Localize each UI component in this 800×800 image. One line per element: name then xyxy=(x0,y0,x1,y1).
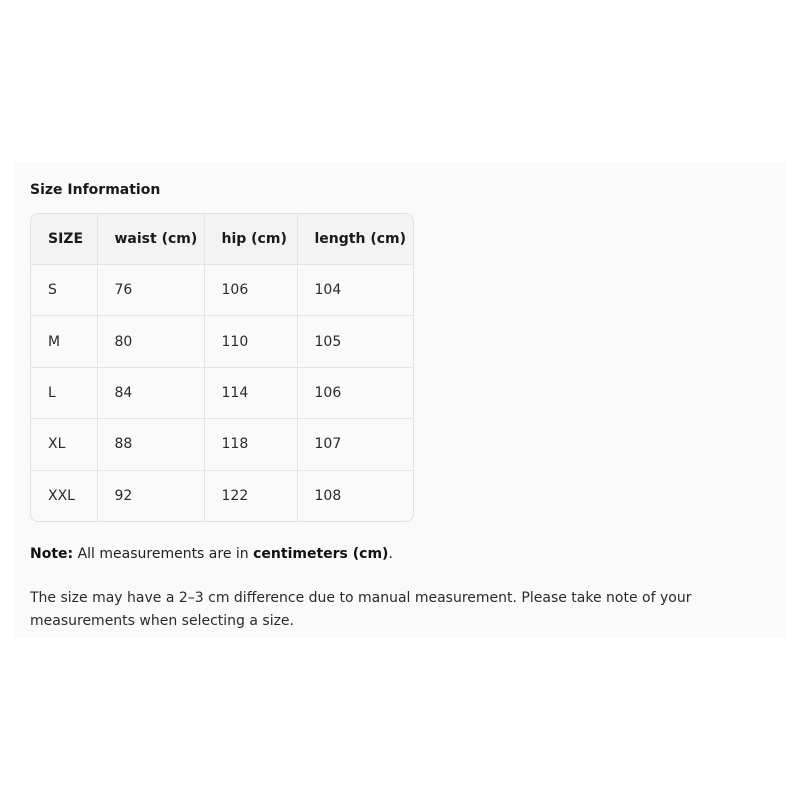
cell-waist: 76 xyxy=(97,265,204,316)
section-title: Size Information xyxy=(30,182,161,198)
cell-size: L xyxy=(31,367,97,418)
cell-length: 107 xyxy=(297,419,413,470)
column-header-hip: hip (cm) xyxy=(204,214,297,265)
measurement-note xyxy=(30,545,393,563)
cell-size: S xyxy=(31,265,97,316)
cell-hip: 118 xyxy=(204,419,297,470)
cell-length: 104 xyxy=(297,265,413,316)
cell-length: 108 xyxy=(314,487,342,504)
size-table-container xyxy=(30,213,414,522)
cell-waist: 88 xyxy=(97,419,204,470)
cell-waist: 92 xyxy=(97,470,204,521)
table-row xyxy=(31,265,413,316)
table-header-row xyxy=(31,214,413,265)
size-table xyxy=(31,214,413,521)
measurement-disclaimer: The size may have a 2–3 cm difference due to manual measurement. Please take note of your measurements when selecting a size. xyxy=(30,590,692,629)
cell-hip: 106 xyxy=(204,265,297,316)
cell-size: XXL xyxy=(31,470,97,521)
note-unit-emphasis: centimeters (cm) xyxy=(253,546,389,562)
cell-size: M xyxy=(31,316,97,367)
table-row xyxy=(31,470,413,521)
cell-hip: 122 xyxy=(204,470,297,521)
table-row xyxy=(31,419,413,470)
column-header-length: length (cm) xyxy=(297,214,413,265)
cell-length: 106 xyxy=(297,367,413,418)
cell-hip: 114 xyxy=(204,367,297,418)
column-header-waist: waist (cm) xyxy=(97,214,204,265)
table-row xyxy=(31,367,413,418)
cell-length: 105 xyxy=(297,316,413,367)
size-info-panel xyxy=(14,162,786,638)
cell-waist: 84 xyxy=(97,367,204,418)
cell-hip: 110 xyxy=(204,316,297,367)
cell-size: XL xyxy=(31,419,97,470)
column-header-size: SIZE xyxy=(31,214,97,265)
table-row xyxy=(31,316,413,367)
cell-waist: 80 xyxy=(97,316,204,367)
note-end: . xyxy=(388,546,393,562)
note-text: All measurements are in xyxy=(73,546,254,562)
note-label: Note: xyxy=(30,546,74,562)
